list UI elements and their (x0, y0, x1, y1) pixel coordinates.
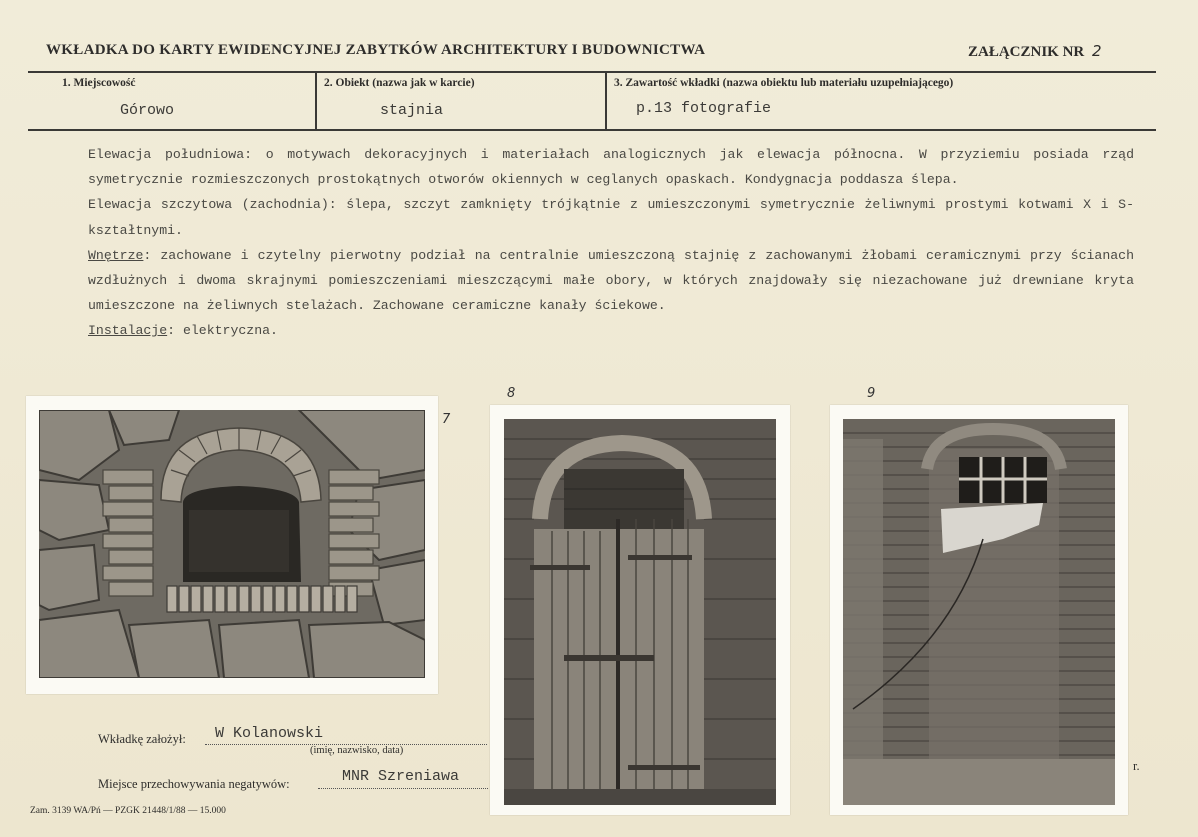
column-divider-2 (605, 73, 607, 130)
content-value: p.13 fotografie (636, 100, 772, 117)
photo-number-7: 7 (442, 412, 451, 427)
column-divider-1 (315, 73, 317, 130)
annex-label (968, 42, 1102, 61)
photo-number-8: 8 (507, 386, 516, 401)
installations-paragraph (88, 318, 1134, 343)
photo-8 (504, 419, 776, 805)
photo-number-9: 9 (867, 386, 876, 401)
print-info: Zam. 3139 WA/Pń — PZGK 21448/1/88 — 15.000 (30, 806, 226, 816)
description-text (88, 142, 1134, 344)
annex-number: 2 (1092, 42, 1102, 60)
photo-9-image (843, 419, 1115, 805)
header-top-rule (28, 71, 1156, 73)
photo-frame-7 (26, 396, 438, 694)
gable-elevation-paragraph: Elewacja szczytowa (zachodnia): ślepa, szczyt zamknięty trójkątnie z umieszczonymi symetrycznie żeliwnymi prostymi kotwami X i S-kształtnymi. (88, 197, 1134, 238)
column-label-content: 3. Zawartość wkładki (nazwa obiektu lub materiału uzupełniającego) (614, 77, 954, 89)
column-label-place: 1. Miejscowość (62, 77, 136, 89)
object-value: stajnia (380, 102, 444, 119)
document-title: WKŁADKA DO KARTY EWIDENCYJNEJ ZABYTKÓW ARCHITEKTURY I BUDOWNICTWA (46, 42, 706, 58)
place-value: Górowo (120, 102, 175, 119)
storage-value: MNR Szreniawa (342, 768, 460, 785)
founder-hint: (imię, nazwisko, data) (310, 745, 404, 756)
installations-heading: Instalacje (88, 323, 168, 339)
interior-paragraph (88, 243, 1134, 319)
photo-9 (843, 419, 1115, 805)
photo-frame-9 (830, 405, 1128, 815)
interior-heading: Wnętrze (88, 247, 144, 263)
storage-label: Miejsce przechowywania negatywów: (98, 777, 290, 791)
photo-8-image (504, 419, 776, 805)
column-label-object: 2. Obiekt (nazwa jak w karcie) (324, 77, 475, 89)
photo-7-image (39, 410, 425, 678)
founder-value: W Kolanowski (215, 725, 324, 742)
interior-text: : zachowane i czytelny pierwotny podział na centralnie umieszczoną stajnię z zachowanymi żłobami ceramicznymi przy ścianach wzdłużnych i dwoma skrajnymi pomieszczeniami mieszczącymi małe obory, w których znajdowały się niezachowane już drewniane kryta umieszczone na żeliwnych stelażach. Zachowane ceramiczne kanały ściekowe. (88, 247, 1134, 314)
photo-frame-8 (490, 405, 790, 815)
installations-text: : elektryczna. (167, 323, 278, 339)
south-elevation-paragraph: Elewacja południowa: o motywach dekoracyjnych i materiałach analogicznych jak elewacja północna. W przyziemiu posiada rząd symetrycznie rozmieszczonych prostokątnych otworów okiennych w ceglanych opaskach. Kondygnacja poddasza ślepa. (88, 147, 1134, 188)
header-bottom-rule (28, 129, 1156, 131)
annex-label-text: ZAŁĄCZNIK NR (968, 44, 1085, 60)
year-suffix: r. (1133, 759, 1140, 773)
photo-7 (39, 410, 425, 678)
storage-line (318, 788, 488, 789)
founder-label: Wkładkę założył: (98, 732, 186, 746)
